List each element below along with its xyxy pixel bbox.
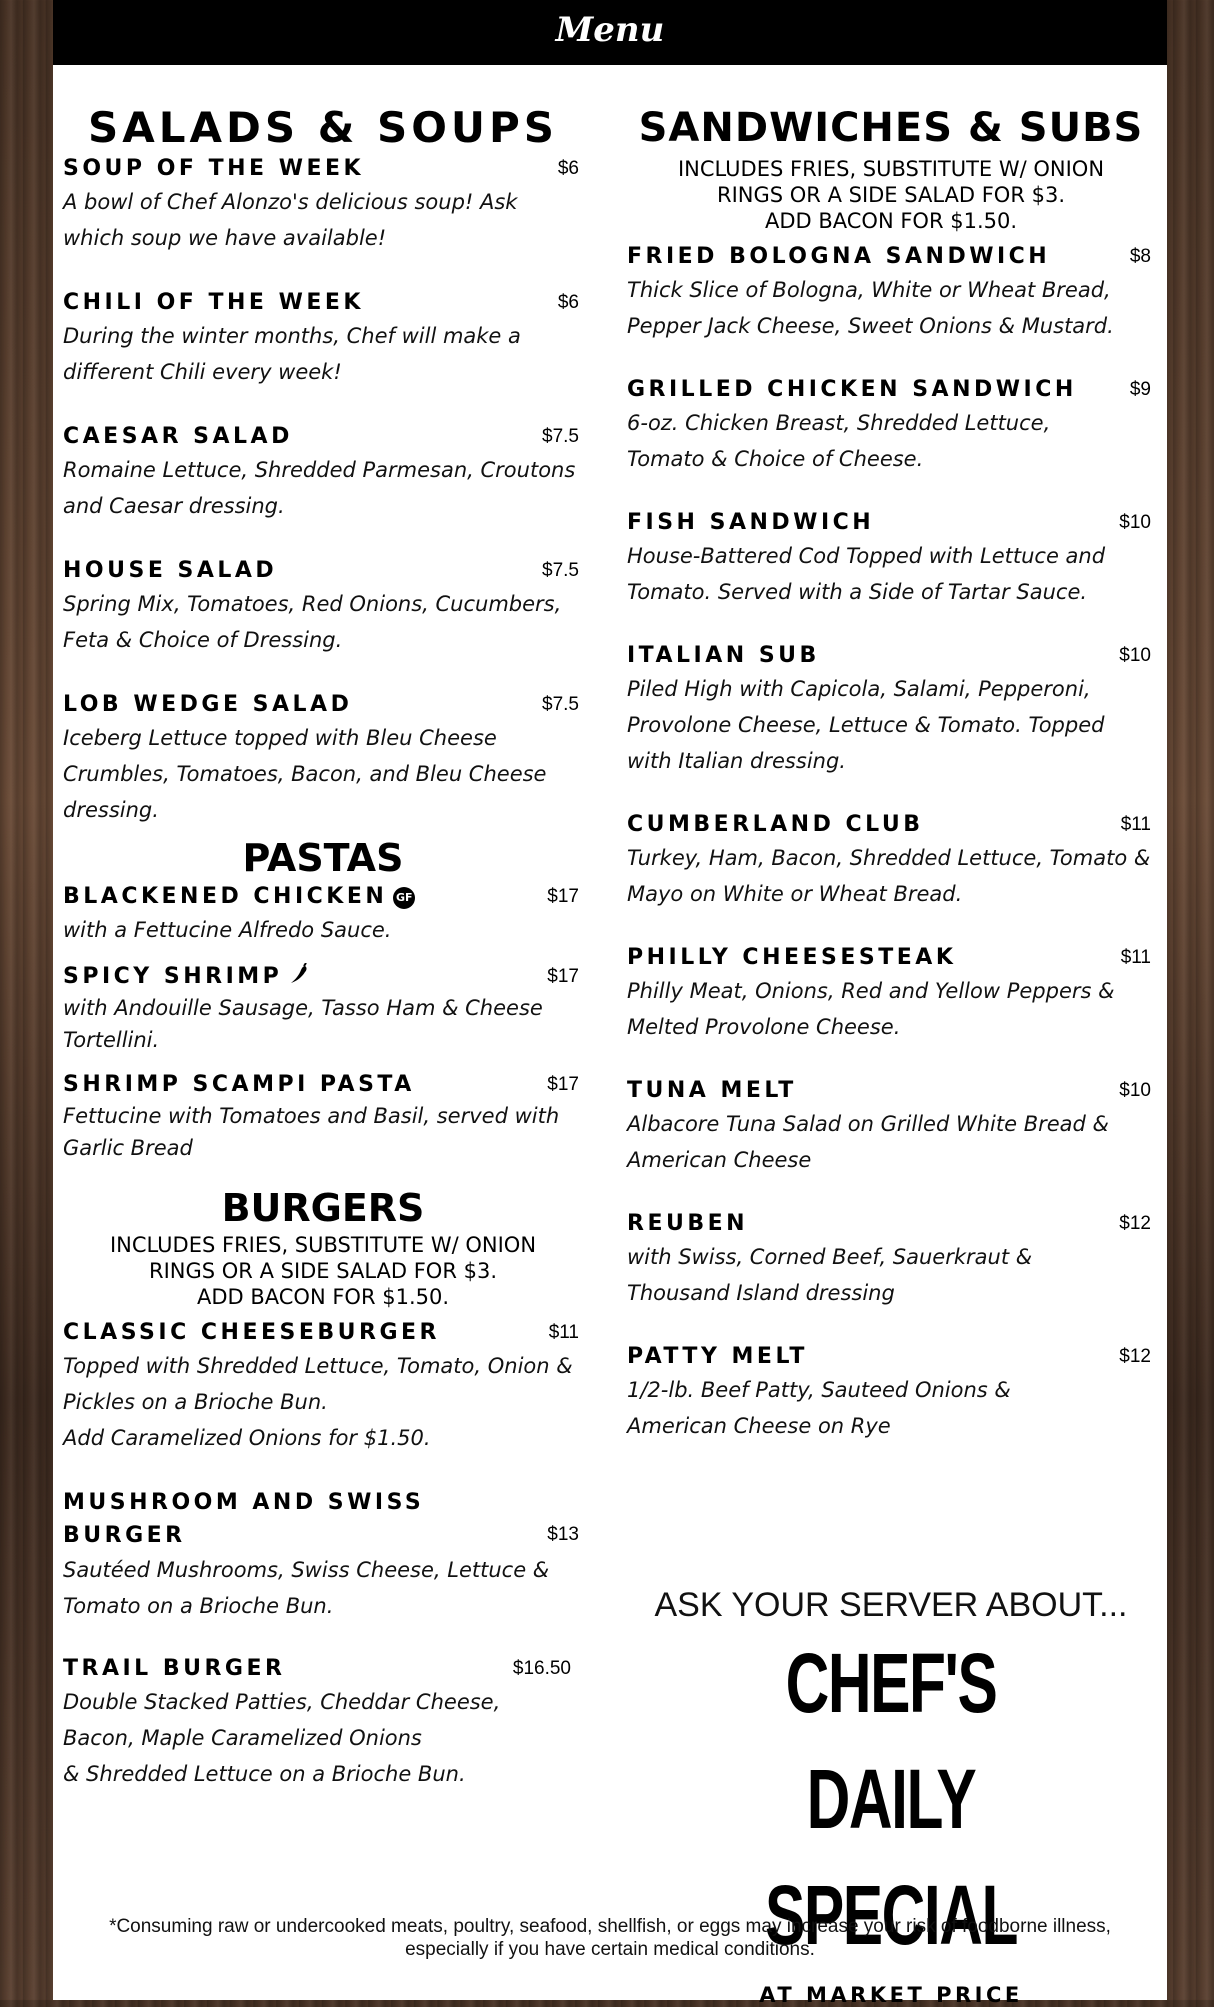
item-description: Iceberg Lettuce topped with Bleu Cheese Crumbles, Tomatoes, Bacon, and Bleu Cheese dressing. xyxy=(63,726,547,822)
item-name xyxy=(63,962,583,992)
menu-item xyxy=(63,288,583,390)
item-name: CUMBERLAND CLUB xyxy=(627,812,924,837)
item-addon: Add Caramelized Onions for $1.50. xyxy=(63,1426,431,1450)
item-name: CLASSIC CHEESEBURGER xyxy=(63,1320,440,1345)
menu-item xyxy=(627,1076,1155,1178)
menu-item xyxy=(63,1486,583,1624)
item-name: PHILLY CHEESESTEAK xyxy=(627,945,957,970)
menu-item xyxy=(63,690,583,828)
menu-item xyxy=(627,641,1155,779)
note-line: RINGS OR A SIDE SALAD FOR $3. xyxy=(149,1259,497,1283)
item-description: A bowl of Chef Alonzo's delicious soup! Ask which soup we have available! xyxy=(63,190,518,250)
item-price: $11 xyxy=(1120,947,1151,968)
menu-item xyxy=(63,962,583,1056)
note-line: ADD BACON FOR $1.50. xyxy=(764,209,1018,233)
menu-item xyxy=(627,1209,1155,1311)
menu-item xyxy=(63,882,583,948)
menu-item xyxy=(63,1654,583,1792)
item-description: Thick Slice of Bologna, White or Wheat Bread, Pepper Jack Cheese, Sweet Onions & Mustard. xyxy=(627,278,1114,338)
menu-item xyxy=(627,810,1155,912)
item-price: $17 xyxy=(547,886,579,907)
menu-item xyxy=(63,1318,583,1456)
item-price: $12 xyxy=(1119,1346,1151,1367)
item-price: $6 xyxy=(557,292,579,313)
pastas-heading: PASTAS xyxy=(242,836,404,880)
item-price: $17 xyxy=(547,1074,579,1095)
menu-item xyxy=(627,943,1155,1045)
item-name: TUNA MELT xyxy=(627,1078,797,1103)
item-description: with a Fettucine Alfredo Sauce. xyxy=(63,918,392,942)
item-price: $9 xyxy=(1129,379,1151,400)
menu-item xyxy=(63,1070,583,1164)
menu-banner: Menu xyxy=(53,0,1167,65)
item-price: $10 xyxy=(1119,512,1151,533)
item-description: Spring Mix, Tomatoes, Red Onions, Cucumbers, Feta & Choice of Dressing. xyxy=(63,592,562,652)
item-name: FISH SANDWICH xyxy=(627,510,875,535)
item-name: HOUSE SALAD xyxy=(63,558,278,583)
note-line: INCLUDES FRIES, SUBSTITUTE W/ ONION xyxy=(677,157,1105,181)
item-name: PATTY MELT xyxy=(627,1344,808,1369)
item-description: Romaine Lettuce, Shredded Parmesan, Croutons and Caesar dressing. xyxy=(63,458,576,518)
item-price: $16.50 xyxy=(512,1658,571,1679)
item-name-text: BLACKENED CHICKEN xyxy=(63,884,388,909)
item-description: Fettucine with Tomatoes and Basil, served with Garlic Bread xyxy=(63,1104,560,1160)
salads-soups-heading: SALADS & SOUPS xyxy=(87,103,559,152)
item-description: During the winter months, Chef will make a different Chili every week! xyxy=(63,324,521,384)
item-name: FRIED BOLOGNA SANDWICH xyxy=(627,244,1051,269)
menu-item xyxy=(63,422,583,524)
item-name xyxy=(63,882,583,912)
burgers-heading: BURGERS xyxy=(221,1186,425,1230)
item-description: Topped with Shredded Lettuce, Tomato, Onion & Pickles on a Brioche Bun. xyxy=(63,1354,573,1414)
item-price: $8 xyxy=(1129,246,1151,267)
market-price-text: AT MARKET PRICE xyxy=(759,1983,1023,2007)
left-column xyxy=(63,100,583,1792)
menu-item xyxy=(627,242,1155,344)
item-price: $11 xyxy=(548,1322,579,1343)
item-name: SHRIMP SCAMPI PASTA xyxy=(63,1072,415,1097)
item-price: $12 xyxy=(1119,1213,1151,1234)
item-price: $10 xyxy=(1119,1080,1151,1101)
item-name: MUSHROOM AND SWISS BURGER xyxy=(63,1490,425,1548)
right-column xyxy=(627,100,1155,1444)
item-price: $7.5 xyxy=(542,560,579,581)
item-price: $7.5 xyxy=(542,426,579,447)
special-text: SPECIAL xyxy=(764,1868,1018,1962)
item-description: with Swiss, Corned Beef, Sauerkraut & Thousand Island dressing xyxy=(627,1245,1033,1305)
menu-item xyxy=(627,508,1155,610)
item-name: GRILLED CHICKEN SANDWICH xyxy=(627,377,1077,402)
note-line: ADD BACON FOR $1.50. xyxy=(196,1285,450,1309)
item-description: Turkey, Ham, Bacon, Shredded Lettuce, Tomato & Mayo on White or Wheat Bread. xyxy=(627,846,1151,906)
item-name: TRAIL BURGER xyxy=(63,1656,286,1681)
item-price: $11 xyxy=(1120,814,1151,835)
item-name-text: SPICY SHRIMP xyxy=(63,964,283,989)
item-description: Sautéed Mushrooms, Swiss Cheese, Lettuce & Tomato on a Brioche Bun. xyxy=(63,1558,550,1618)
health-disclaimer: *Consuming raw or undercooked meats, poultry, seafood, shellfish, or eggs may increase your risk of foodborne illness, especially if you have certain medical conditions. xyxy=(109,1916,1111,1960)
menu-item xyxy=(63,154,583,256)
menu-page xyxy=(53,0,1167,2007)
item-description: 6-oz. Chicken Breast, Shredded Lettuce, Tomato & Choice of Cheese. xyxy=(627,411,1051,471)
item-description: with Andouille Sausage, Tasso Ham & Cheese Tortellini. xyxy=(63,996,543,1052)
menu-item xyxy=(63,556,583,658)
chili-pepper-icon xyxy=(288,963,310,985)
gluten-free-icon: GF xyxy=(393,887,415,909)
sandwiches-subs-heading: SANDWICHES & SUBS xyxy=(638,105,1144,151)
menu-item xyxy=(627,1342,1155,1444)
sandwiches-note xyxy=(627,156,1155,234)
item-name: ITALIAN SUB xyxy=(627,643,820,668)
item-description: Philly Meat, Onions, Red and Yellow Peppers & Melted Provolone Cheese. xyxy=(627,979,1115,1039)
ask-server-text: ASK YOUR SERVER ABOUT... xyxy=(654,1586,1128,1624)
item-name: CAESAR SALAD xyxy=(63,424,293,449)
item-name: CHILI OF THE WEEK xyxy=(63,290,364,315)
item-price: $13 xyxy=(547,1524,579,1545)
item-price: $17 xyxy=(547,966,579,987)
item-price: $7.5 xyxy=(542,694,579,715)
item-name: SOUP OF THE WEEK xyxy=(63,156,365,181)
burgers-note xyxy=(63,1232,583,1310)
item-description-cont: & Shredded Lettuce on a Brioche Bun. xyxy=(63,1762,466,1786)
item-description: Double Stacked Patties, Cheddar Cheese, Bacon, Maple Caramelized Onions xyxy=(63,1690,501,1750)
note-line: RINGS OR A SIDE SALAD FOR $3. xyxy=(717,183,1065,207)
menu-item xyxy=(627,375,1155,477)
item-price: $6 xyxy=(557,158,579,179)
chefs-daily-text: CHEF'S DAILY xyxy=(785,1636,997,1846)
item-price: $10 xyxy=(1119,645,1151,666)
item-description: 1/2-lb. Beef Patty, Sauteed Onions & American Cheese on Rye xyxy=(627,1378,1011,1438)
note-line: INCLUDES FRIES, SUBSTITUTE W/ ONION xyxy=(109,1233,537,1257)
item-description: Piled High with Capicola, Salami, Pepperoni, Provolone Cheese, Lettuce & Tomato. Topped with Italian dressing. xyxy=(627,677,1105,773)
item-name: REUBEN xyxy=(627,1211,749,1236)
item-name: LOB WEDGE SALAD xyxy=(63,692,353,717)
item-description: Albacore Tuna Salad on Grilled White Bread & American Cheese xyxy=(627,1112,1109,1172)
item-description: House-Battered Cod Topped with Lettuce and Tomato. Served with a Side of Tartar Sauce. xyxy=(627,544,1106,604)
